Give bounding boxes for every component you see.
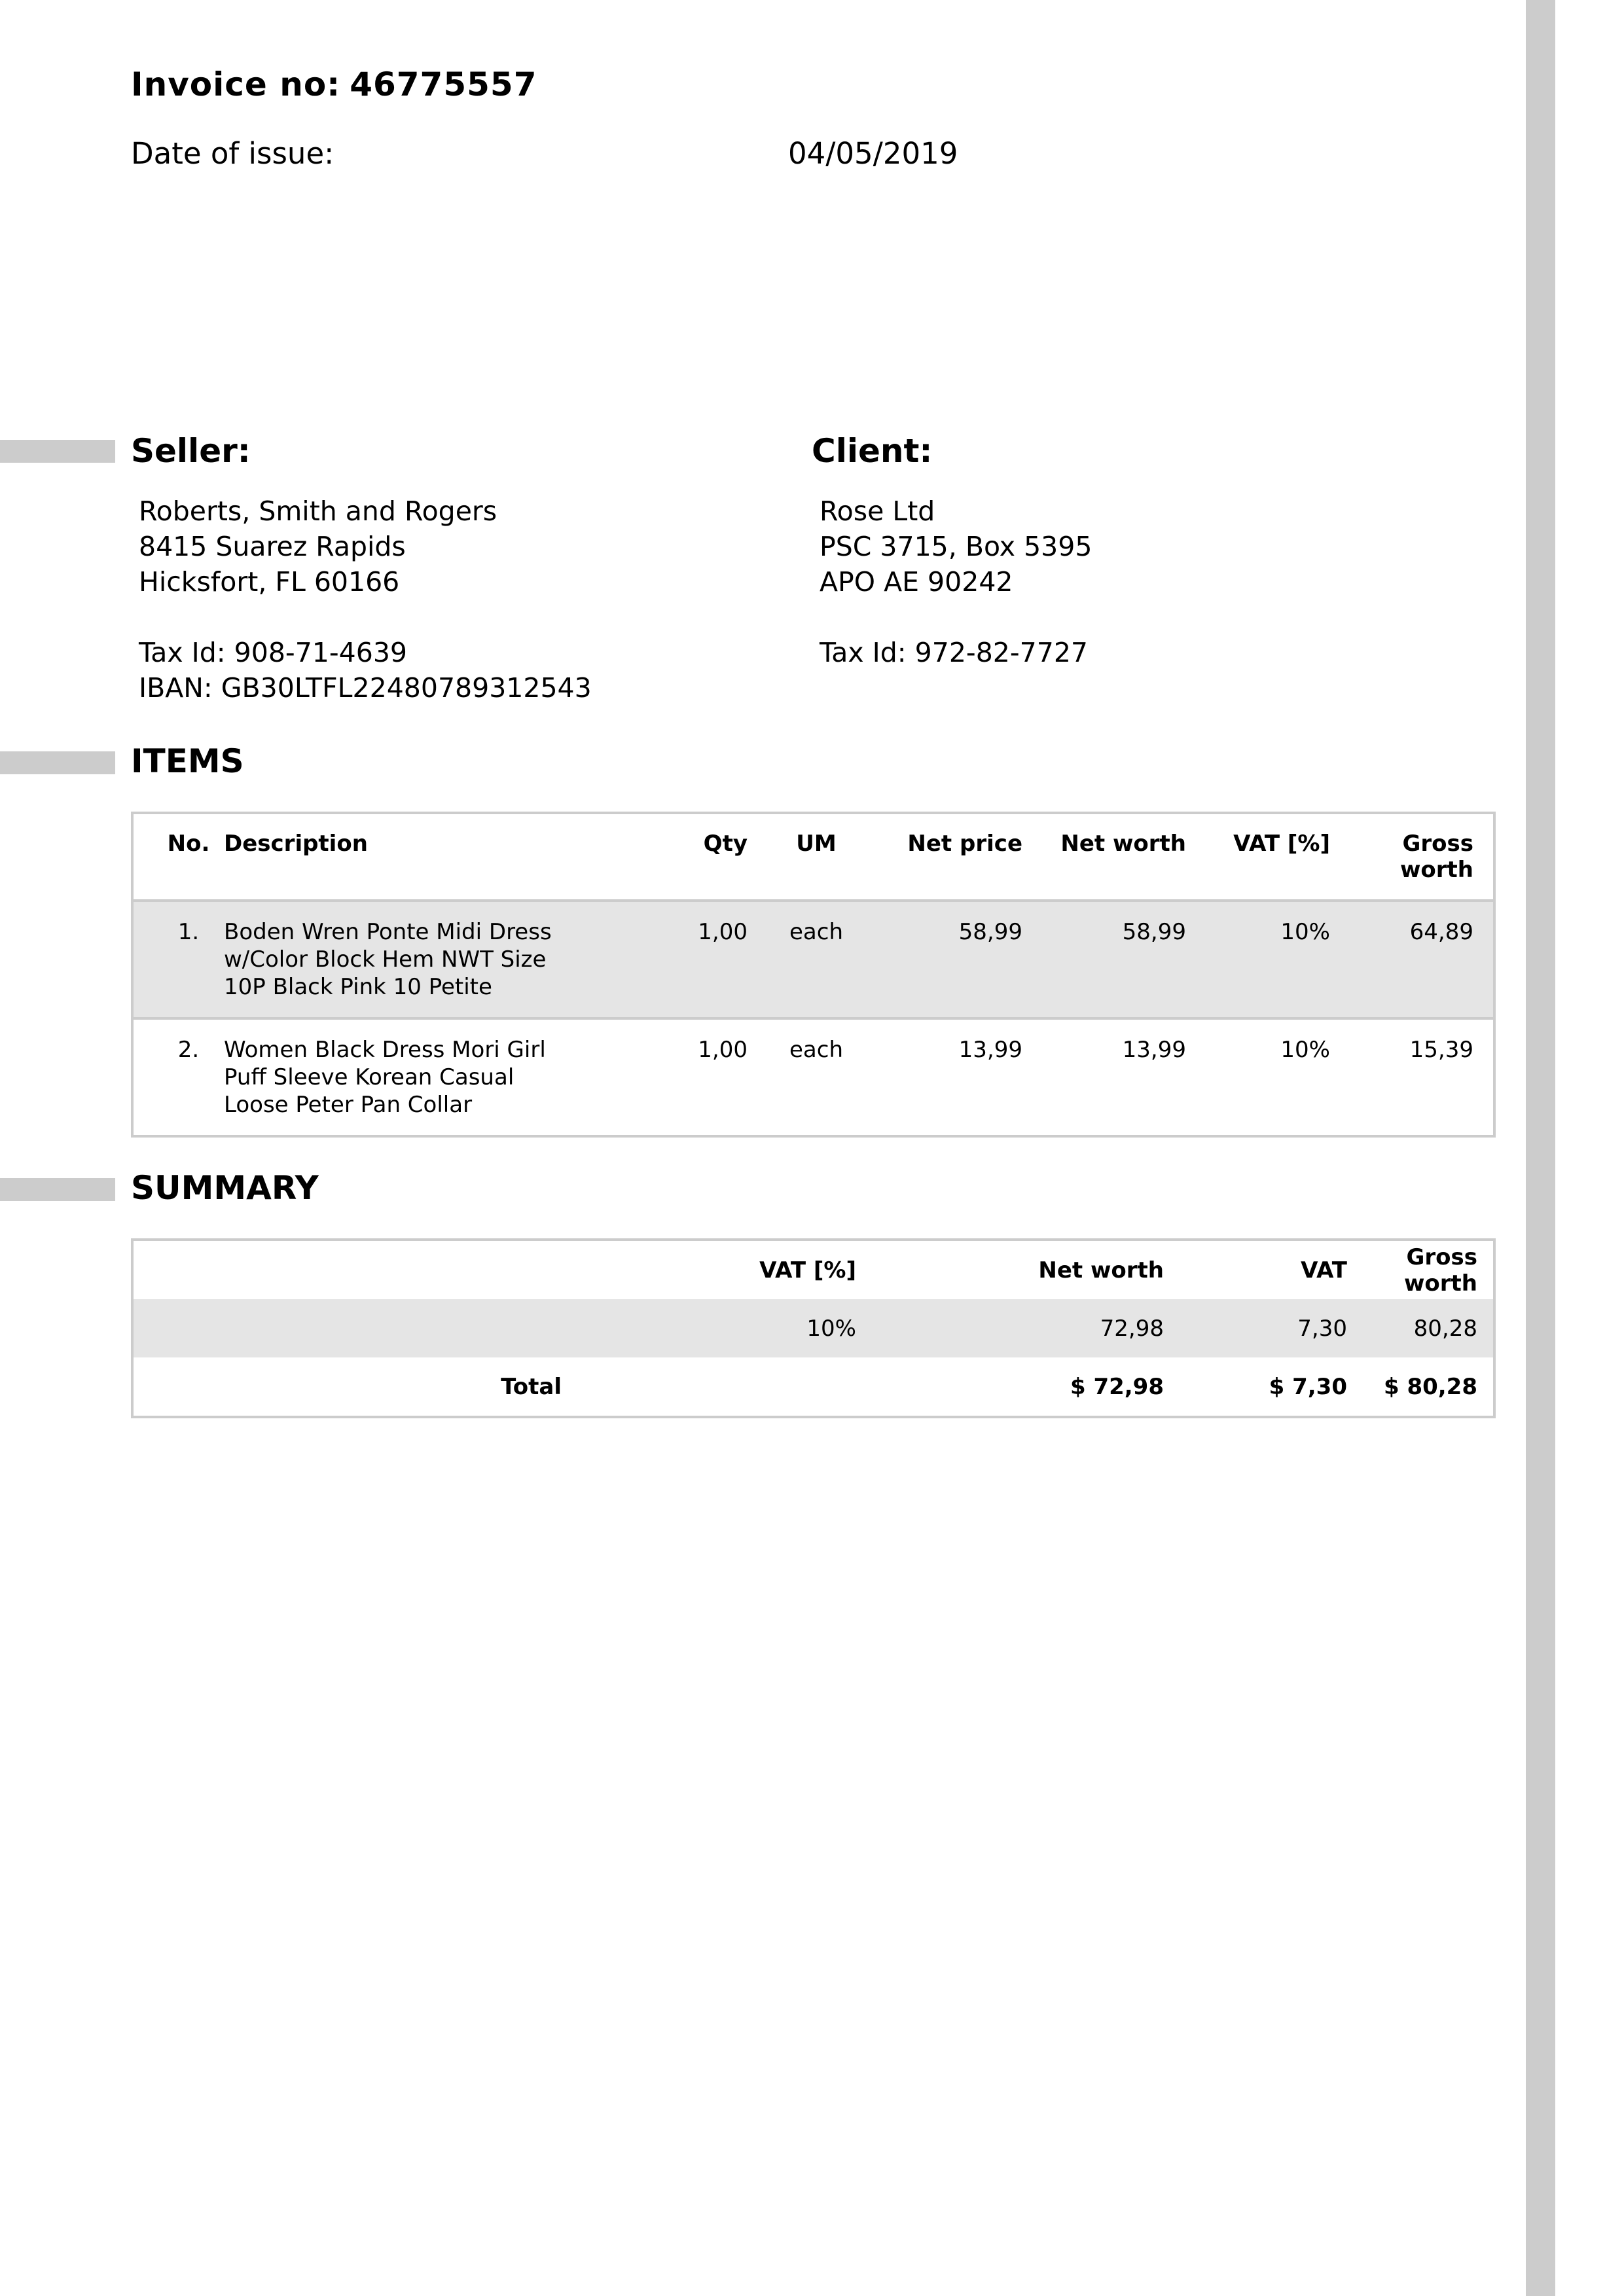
summary-vat-rate-header: VAT [%] [759,1257,856,1283]
client-tax-id: Tax Id: 972-82-7727 [820,637,1088,668]
col-net-price-header: Net price [907,831,1022,857]
col-um-header: UM [796,831,837,857]
item-no: 1. [177,919,200,945]
date-of-issue-value: 04/05/2019 [788,136,958,171]
summary-vat-rate: 10% [806,1315,856,1342]
summary-total-row [132,1357,1494,1417]
item-description [224,901,649,1018]
item-no: 2. [177,1037,200,1063]
summary-gross-worth-header: Gross worth [1404,1244,1477,1297]
summary-empty-header [132,1240,577,1299]
col-qty-header: Qty [703,831,748,857]
summary-total-net-worth: $ 72,98 [1070,1373,1164,1400]
summary-total-empty [577,1357,872,1417]
items-header-row [132,813,1494,901]
seller-heading: Seller: [131,432,251,470]
item-net-price: 13,99 [958,1037,1022,1063]
col-gross-worth-header-line2: worth [1400,857,1473,883]
item-net-price: 58,99 [958,919,1022,945]
page-edge-bar [1526,0,1555,2296]
item-description-line: Boden Wren Ponte Midi Dress [224,919,552,945]
date-of-issue-label: Date of issue: [131,136,334,171]
item-um: each [789,919,843,945]
invoice-number-label: Invoice no: [131,65,341,103]
client-name: Rose Ltd [820,495,935,527]
summary-vat-header: VAT [1301,1257,1347,1283]
item-um: each [789,1037,843,1063]
col-vat-header: VAT [%] [1233,831,1330,857]
seller-details [139,493,592,706]
table-row [132,901,1494,1018]
seller-section-bar [0,440,115,463]
col-description-header: Description [224,831,368,857]
items-table [131,812,1496,1138]
item-description-line: Women Black Dress Mori Girl [224,1037,546,1063]
col-no-header: No. [167,831,210,857]
client-address-line2: APO AE 90242 [820,566,1013,598]
summary-empty-cell [132,1299,577,1357]
item-description-line: Loose Peter Pan Collar [224,1092,473,1118]
item-qty: 1,00 [698,919,748,945]
summary-gross-worth: 80,28 [1413,1315,1477,1342]
item-qty: 1,00 [698,1037,748,1063]
summary-net-worth: 72,98 [1100,1315,1164,1342]
item-net-worth: 13,99 [1122,1037,1186,1063]
summary-table [131,1238,1496,1418]
seller-address-line2: Hicksfort, FL 60166 [139,566,400,598]
item-description-line: 10P Black Pink 10 Petite [224,974,492,1000]
item-net-worth: 58,99 [1122,919,1186,945]
invoice-title [131,65,537,103]
item-description-line: w/Color Block Hem NWT Size [224,946,547,973]
seller-tax-id: Tax Id: 908-71-4639 [139,637,407,668]
col-gross-worth-header-line1: Gross [1402,831,1473,857]
summary-section-bar [0,1178,115,1201]
items-section-bar [0,751,115,774]
summary-vat: 7,30 [1297,1315,1347,1342]
item-description [224,1018,649,1136]
seller-iban: IBAN: GB30LTFL22480789312543 [139,672,592,704]
seller-name: Roberts, Smith and Rogers [139,495,497,527]
summary-total-label: Total [501,1373,562,1400]
summary-header-row [132,1240,1494,1299]
summary-rate-row [132,1299,1494,1357]
client-heading: Client: [812,432,933,470]
summary-net-worth-header: Net worth [1038,1257,1164,1283]
col-gross-worth-header [1350,813,1494,901]
summary-total-gross-worth: $ 80,28 [1383,1373,1477,1400]
table-row [132,1018,1494,1136]
item-gross-worth: 64,89 [1409,919,1473,945]
seller-address-line1: 8415 Suarez Rapids [139,531,406,562]
invoice-number: 46775557 [350,65,537,103]
summary-heading: SUMMARY [131,1169,319,1207]
item-vat: 10% [1280,919,1330,945]
item-gross-worth: 15,39 [1409,1037,1473,1063]
item-vat: 10% [1280,1037,1330,1063]
col-net-worth-header: Net worth [1060,831,1186,857]
client-details [820,493,1092,670]
item-description-line: Puff Sleeve Korean Casual [224,1064,514,1090]
summary-total-vat: $ 7,30 [1269,1373,1347,1400]
client-address-line1: PSC 3715, Box 5395 [820,531,1092,562]
items-heading: ITEMS [131,742,244,780]
